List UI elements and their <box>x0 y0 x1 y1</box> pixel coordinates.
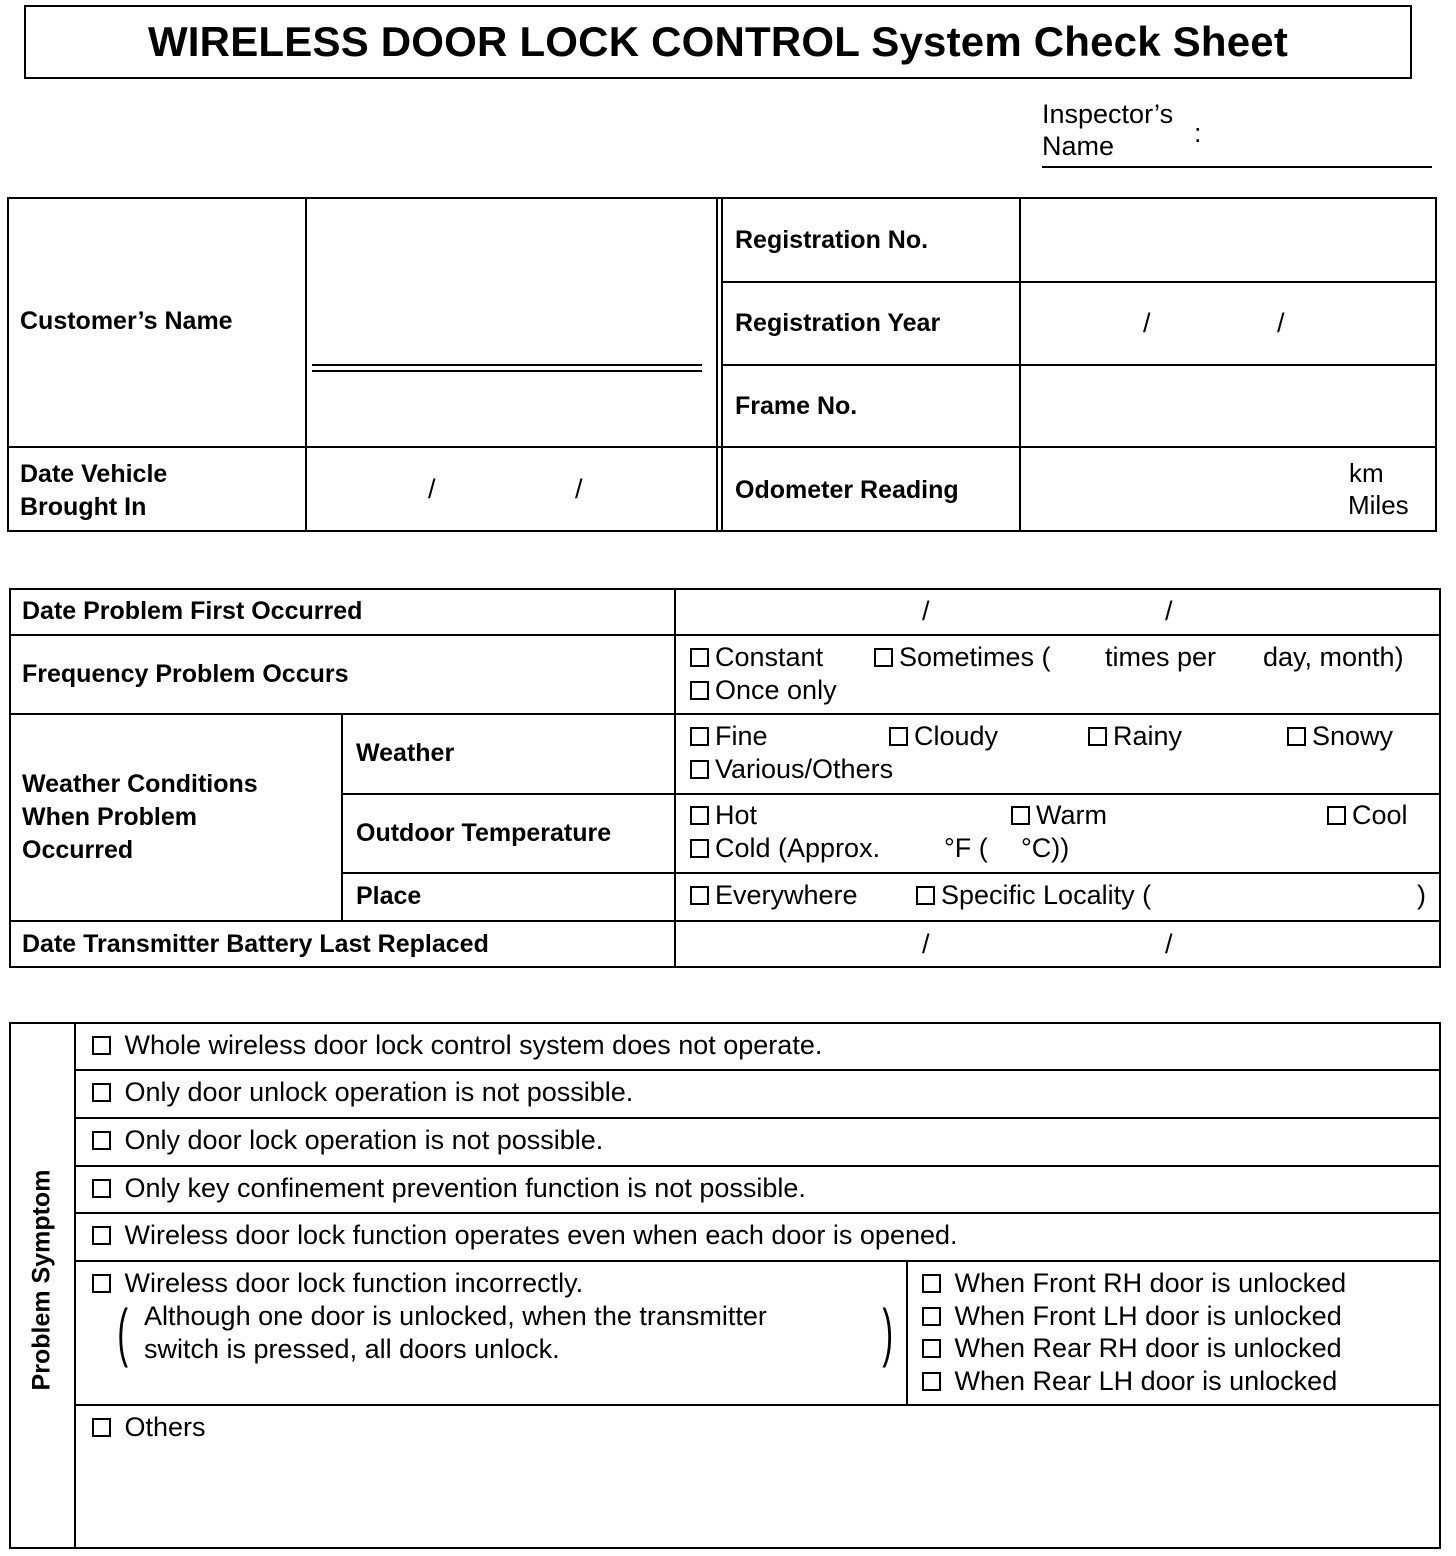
symptom-note-line1: Although one door is unlocked, when the transmitter <box>144 1301 767 1331</box>
place-everywhere-option[interactable]: Everywhere <box>690 880 858 911</box>
weather-rainy-option[interactable]: Rainy <box>1088 721 1182 752</box>
checkbox-icon <box>922 1307 941 1326</box>
date-battery-slash-2: / <box>1165 929 1173 959</box>
checkbox-icon <box>690 839 709 858</box>
temperature-cool-option[interactable]: Cool <box>1327 800 1408 831</box>
frequency-once-only-option[interactable]: Once only <box>690 675 837 706</box>
checkbox-icon <box>1011 806 1030 825</box>
odometer-unit-miles: Miles <box>1348 490 1409 520</box>
symptom-option-4[interactable]: Only key confinement prevention function is not possible. <box>92 1173 806 1204</box>
checkbox-icon <box>690 727 709 746</box>
symptom-option-incorrect[interactable]: Wireless door lock function incorrectly. <box>92 1268 583 1299</box>
weather-snowy-option[interactable]: Snowy <box>1287 721 1393 752</box>
date-first-occurred-slash-2: / <box>1165 596 1173 626</box>
checkbox-icon <box>1327 806 1346 825</box>
weather-conditions-label: Weather Conditions When Problem Occurred <box>22 770 258 864</box>
frame-no-label: Frame No. <box>735 392 858 420</box>
symptom-note-line2: switch is pressed, all doors unlock. <box>144 1334 560 1364</box>
checkbox-icon <box>690 648 709 667</box>
frequency-day-month: day, month) <box>1263 642 1404 672</box>
checkbox-icon <box>1287 727 1306 746</box>
checkbox-icon <box>92 1226 111 1245</box>
door-option-front-lh[interactable]: When Front LH door is unlocked <box>922 1301 1342 1332</box>
inspector-name-label <box>1042 98 1173 162</box>
date-first-occurred-slash-1: / <box>922 596 930 626</box>
others-notes-field[interactable] <box>120 1448 1430 1544</box>
date-brought-in-slash-2: / <box>575 474 583 504</box>
symptom-option-2[interactable]: Only door unlock operation is not possible. <box>92 1077 633 1108</box>
registration-year-label: Registration Year <box>735 309 941 337</box>
frequency-constant-option[interactable]: Constant <box>690 642 823 673</box>
checkbox-icon <box>92 1418 111 1437</box>
odometer-unit-km: km <box>1349 458 1384 488</box>
frequency-label: Frequency Problem Occurs <box>22 660 349 688</box>
frequency-sometimes-option[interactable]: Sometimes ( <box>874 642 1051 673</box>
page-title: WIRELESS DOOR LOCK CONTROL System Check Sheet <box>24 5 1412 79</box>
checkbox-icon <box>92 1131 111 1150</box>
frequency-times-per: times per <box>1105 642 1217 672</box>
symptom-option-5[interactable]: Wireless door lock function operates even when each door is opened. <box>92 1220 958 1251</box>
door-option-front-rh[interactable]: When Front RH door is unlocked <box>922 1268 1346 1299</box>
checkbox-icon <box>916 886 935 905</box>
registration-year-slash-2: / <box>1277 308 1285 338</box>
date-first-occurred-label: Date Problem First Occurred <box>22 597 363 625</box>
outdoor-temperature-label: Outdoor Temperature <box>356 819 612 847</box>
note-brace-close: ) <box>882 1296 893 1368</box>
checkbox-icon <box>92 1036 111 1055</box>
checkbox-icon <box>889 727 908 746</box>
door-option-rear-lh[interactable]: When Rear LH door is unlocked <box>922 1366 1337 1397</box>
checkbox-icon <box>690 886 709 905</box>
checkbox-icon <box>922 1372 941 1391</box>
checkbox-icon <box>92 1083 111 1102</box>
note-brace-open: ( <box>117 1296 128 1368</box>
symptom-option-others[interactable]: Others <box>92 1412 206 1443</box>
inspector-name-field[interactable] <box>1042 166 1432 168</box>
checkbox-icon <box>1088 727 1107 746</box>
frame-no-field[interactable] <box>1021 366 1435 446</box>
problem-symptom-label: Problem Symptom <box>27 1169 56 1391</box>
customers-name-label: Customer’s Name <box>20 307 233 335</box>
date-vehicle-line2: Brought In <box>20 493 147 521</box>
date-vehicle-brought-in-label <box>20 458 167 524</box>
place-label: Place <box>356 882 422 910</box>
checkbox-icon <box>874 648 893 667</box>
checkbox-icon <box>690 681 709 700</box>
weather-cloudy-option[interactable]: Cloudy <box>889 721 998 752</box>
checkbox-icon <box>92 1274 111 1293</box>
checkbox-icon <box>92 1179 111 1198</box>
checkbox-icon <box>690 760 709 779</box>
place-specific-locality-option[interactable]: Specific Locality ( <box>916 880 1151 911</box>
inspector-colon: : <box>1194 118 1202 148</box>
temperature-deg-c: °C)) <box>1021 833 1070 863</box>
checkbox-icon <box>922 1339 941 1358</box>
date-brought-in-slash-1: / <box>428 474 436 504</box>
date-battery-slash-1: / <box>922 929 930 959</box>
symptom-option-3[interactable]: Only door lock operation is not possible. <box>92 1125 603 1156</box>
inspector-label-line2: Name <box>1042 131 1115 161</box>
temperature-hot-option[interactable]: Hot <box>690 800 757 831</box>
registration-year-slash-1: / <box>1143 308 1151 338</box>
date-battery-replaced-label: Date Transmitter Battery Last Replaced <box>22 930 489 958</box>
weather-fine-option[interactable]: Fine <box>690 721 768 752</box>
date-vehicle-line1: Date Vehicle <box>20 460 168 488</box>
weather-label: Weather <box>356 739 455 767</box>
registration-no-field[interactable] <box>1021 199 1435 281</box>
weather-various-option[interactable]: Various/Others <box>690 754 893 785</box>
symptom-option-1[interactable]: Whole wireless door lock control system does not operate. <box>92 1030 822 1061</box>
door-option-rear-rh[interactable]: When Rear RH door is unlocked <box>922 1333 1342 1364</box>
temperature-warm-option[interactable]: Warm <box>1011 800 1107 831</box>
registration-no-label: Registration No. <box>735 226 929 254</box>
odometer-reading-label: Odometer Reading <box>735 476 959 504</box>
temperature-cold-option[interactable]: Cold (Approx. <box>690 833 880 864</box>
temperature-deg-f: °F ( <box>944 833 988 863</box>
checkbox-icon <box>922 1274 941 1293</box>
inspector-label-line1: Inspector’s <box>1042 99 1174 129</box>
customer-name-field[interactable] <box>307 199 716 446</box>
checkbox-icon <box>690 806 709 825</box>
place-close-paren: ) <box>1417 880 1426 910</box>
